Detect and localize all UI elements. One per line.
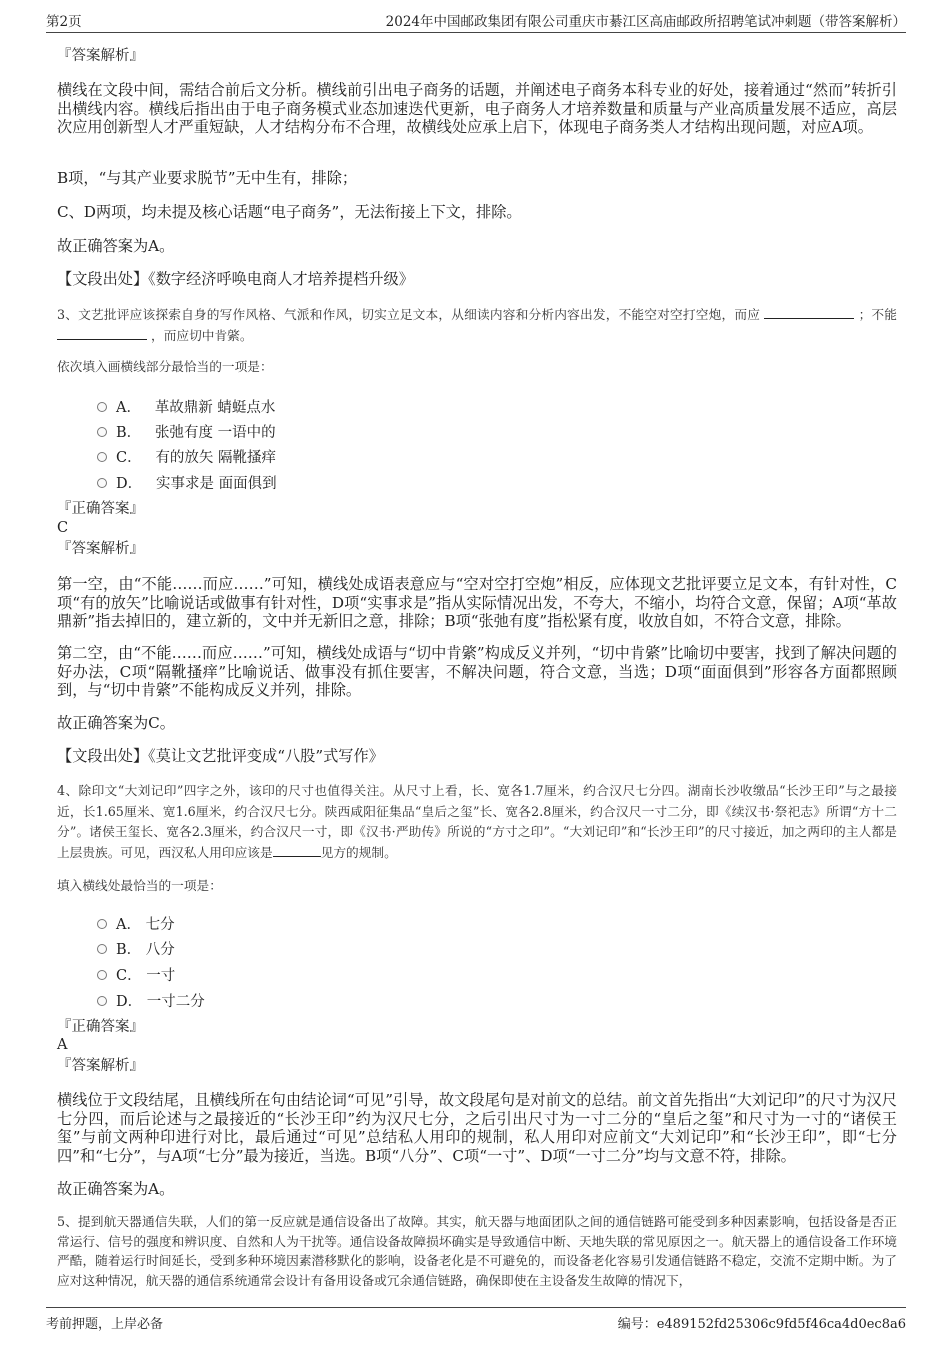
q3-conclusion: 故正确答案为C。 (57, 714, 175, 732)
radio-icon[interactable] (97, 944, 107, 954)
q3-option-d[interactable]: D． 实事求是 面面俱到 (97, 472, 277, 492)
q3-answer: C (57, 520, 69, 536)
q4-analysis-para1: 横线位于文段结尾，且横线所在句由结论词“可见”引导，故文段尾句是对前文的总结。前文首先指出“大刘记印”的尺寸为汉尺七分四，而后论述与之最接近的“长沙王印”约为汉尺七分，之后引出尺寸为一寸二分的“皇后之玺”和尺寸为一寸的“诸侯王玺”与前文两种印进行对比，最后通过“可见”总结私人用印的规制，私人用印对应前文“大刘记印”和“长沙王印”，即“七分四”和“七分”，与A项“七分”最为接近，当选。B项“八分”、C项“一寸”、D项“一寸二分”均与文意不符，排除。 (57, 1091, 897, 1165)
document-title: 2024年中国邮政集团有限公司重庆市綦江区高庙邮政所招聘笔试冲刺题（带答案解析） (385, 14, 906, 30)
q3-analysis-para1: 第一空，由“不能……而应……”可知，横线处成语表意应与“空对空打空炮”相反，应体现文艺批评要立足文本，有针对性，C项“有的放矢”比喻说话或做事有针对性，D项“实事求是”指从实际情况出发，不夸大，不缩小，均符合文意，保留；A项“革故鼎新”指去掉旧的，建立新的，文中并无新旧之意，排除；B项“张弛有度”指松紧有度，收放自如，不符合文意，排除。 (57, 575, 897, 630)
q4-answer-label: 『正确答案』 (57, 1019, 144, 1035)
q3-answer-label: 『正确答案』 (57, 501, 144, 517)
q4-stem: 4、除印文“大刘记印”四字之外，该印的尺寸也值得关注。从尺寸上看，长、宽各1.7厘米，约合汉尺七分四。湖南长沙收缴品“长沙王印”与之最接近，长1.65厘米、宽1.6厘米，约合汉尺七分。陕西咸阳征集品“皇后之玺”长、宽各2.8厘米，约合汉尺一寸二分，即《续汉书·祭祀志》所谓“方十二分”。诸侯王玺长、宽各2.3厘米，约合汉尺一寸，即《汉书·严助传》所说的“方寸之印”。“大刘记印”和“长沙王印”的尺寸接近，加之两印的主人都是上层贵族。可见，西汉私人用印应该是 见方的规制。 (57, 783, 897, 860)
q4-blank (273, 844, 321, 857)
q4-conclusion: 故正确答案为A。 (57, 1180, 175, 1198)
radio-icon[interactable] (97, 919, 107, 929)
q4-option-b[interactable]: B． 八分 (97, 938, 175, 958)
page-header (46, 10, 906, 33)
radio-icon[interactable] (97, 452, 107, 462)
q2-analysis-label: 『答案解析』 (57, 48, 144, 64)
radio-icon[interactable] (97, 478, 107, 488)
q3-stem: 3、文艺批评应该探索自身的写作风格、气派和作风，切实立足文本，从细读内容和分析内容出发，不能空对空打空炮，而应 ；不能 ，而应切中肯綮。 (57, 307, 897, 343)
q3-option-a[interactable]: A． 革故鼎新 蜻蜓点水 (97, 396, 275, 416)
radio-icon[interactable] (97, 402, 107, 412)
radio-icon[interactable] (97, 427, 107, 437)
q3-option-c[interactable]: C． 有的放矢 隔靴搔痒 (97, 446, 276, 466)
q4-option-c[interactable]: C． 一寸 (97, 964, 175, 984)
q4-option-d[interactable]: D． 一寸二分 (97, 990, 205, 1010)
document-id: 编号：e489152fd25306c9fd5f46ca4d0ec8a6 (617, 1317, 906, 1332)
q2-source: 【文段出处】《数字经济呼唤电商人才培养提档升级》 (57, 270, 414, 288)
q4-answer: A (57, 1037, 68, 1053)
footer-slogan: 考前押题，上岸必备 (46, 1317, 164, 1332)
q2-analysis-para2: B项，“与其产业要求脱节”无中生有，排除； (57, 169, 358, 187)
q3-analysis-para2: 第二空，由“不能……而应……”可知，横线处成语与“切中肯綮”构成反义并列，“切中肯綮”比喻切中要害，找到了解决问题的好办法，C项“隔靴搔痒”比喻说话、做事没有抓住要害，不解决问题，符合文意，当选；D项“面面俱到”形容各方面都照顾到，与“切中肯綮”不能构成反义并列，排除。 (57, 644, 897, 699)
radio-icon[interactable] (97, 970, 107, 980)
q3-prompt: 依次填入画横线部分最恰当的一项是： (57, 359, 273, 374)
q4-prompt: 填入横线处最恰当的一项是： (57, 878, 222, 893)
page-footer (46, 1307, 906, 1332)
q2-conclusion: 故正确答案为A。 (57, 237, 175, 255)
q3-source: 【文段出处】《莫让文艺批评变成“八股”式写作》 (57, 747, 384, 765)
q3-analysis-label: 『答案解析』 (57, 541, 144, 557)
q3-option-b[interactable]: B． 张弛有度 一语中的 (97, 421, 276, 441)
q4-option-a[interactable]: A． 七分 (97, 913, 175, 933)
q2-analysis-para1: 横线在文段中间，需结合前后文分析。横线前引出电子商务的话题，并阐述电子商务本科专业的好处，接着通过“然而”转折引出横线内容。横线后指出由于电子商务模式业态加速迭代更新，电子商务人才培养数量和质量与产业高质量发展不适应，高层次应用创新型人才严重短缺，人才结构分布不合理，故横线处应承上启下，体现电子商务类人才结构出现问题，对应A项。 (57, 81, 897, 136)
q5-stem: 5、提到航天器通信失联，人们的第一反应就是通信设备出了故障。其实，航天器与地面团队之间的通信链路可能受到多种因素影响，包括设备是否正常运行、信号的强度和辨识度、自然和人为干扰等。通信设备故障损坏确实是导致通信中断、天地失联的常见原因之一。航天器上的通信设备工作环境严酷，随着运行时间延长，受到多种环境因素潜移默化的影响，设备老化是不可避免的，而设备老化容易引发通信链路不稳定，交流不定期中断。为了应对这种情况，航天器的通信系统通常会设计有备用设备或冗余通信链路，确保即使在主设备发生故障的情况下， (57, 1214, 897, 1288)
radio-icon[interactable] (97, 996, 107, 1006)
q3-blank-2 (57, 327, 147, 340)
q2-analysis-para3: C、D两项，均未提及核心话题“电子商务”，无法衔接上下文，排除。 (57, 203, 522, 221)
q4-analysis-label: 『答案解析』 (57, 1058, 144, 1074)
page-number: 第2页 (46, 14, 82, 30)
q3-blank-1 (764, 306, 854, 319)
